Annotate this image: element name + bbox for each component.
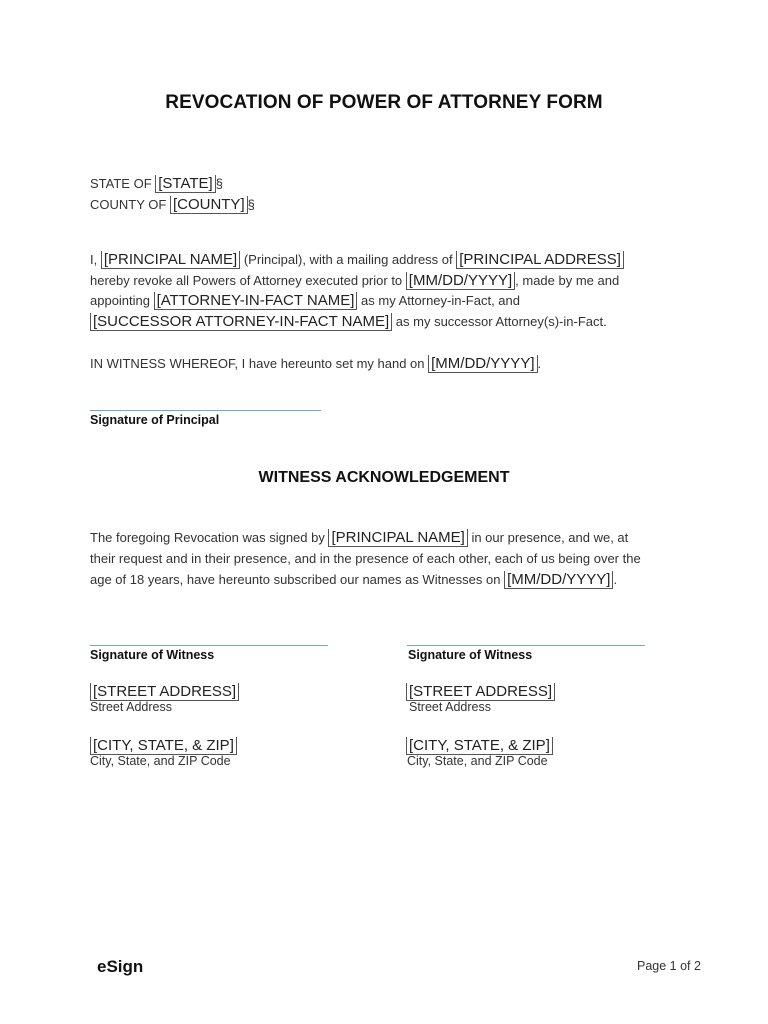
acknowledgement-line-1: The foregoing Revocation was signed by [PRINCIPAL NAME] in our presence, and we, at — [90, 529, 629, 546]
witness-2-street-block — [406, 683, 555, 701]
witness-whereof-line: IN WITNESS WHEREOF, I have hereunto set my hand on [MM/DD/YYYY] . — [90, 355, 542, 372]
witness-2-signature-line[interactable] — [407, 645, 645, 646]
acknowledgement-line-2: their request and in their presence, and in the presence of each other, each of us being over the — [90, 551, 641, 566]
principal-address-field[interactable]: [PRINCIPAL ADDRESS] — [456, 251, 624, 269]
revocation-line-2: hereby revoke all Powers of Attorney executed prior to [MM/DD/YYYY] , made by me and — [90, 272, 620, 289]
witness-1-street-field[interactable]: [STREET ADDRESS] — [90, 683, 239, 701]
prior-date-field[interactable]: [MM/DD/YYYY] — [406, 272, 515, 290]
witness-2-street-label: Street Address — [409, 700, 491, 714]
attorney-in-fact-field[interactable]: [ATTORNEY-IN-FACT NAME] — [154, 292, 358, 310]
witness-1-city-label: City, State, and ZIP Code — [90, 754, 231, 768]
principal-name-field[interactable]: [PRINCIPAL NAME] — [101, 251, 240, 269]
witness-date-field[interactable]: [MM/DD/YYYY] — [504, 571, 613, 589]
acknowledgement-line-3: age of 18 years, have hereunto subscribed our names as Witnesses on [MM/DD/YYYY] . — [90, 571, 618, 588]
witness-2-signature-label: Signature of Witness — [408, 648, 533, 662]
signing-date-field[interactable]: [MM/DD/YYYY] — [428, 355, 537, 373]
witness-1-city-block — [90, 737, 237, 755]
county-line: COUNTY OF [COUNTY] § — [90, 196, 255, 213]
witness-2-city-label: City, State, and ZIP Code — [407, 754, 548, 768]
witness-1-signature-line[interactable] — [90, 645, 328, 646]
witness-2-city-block — [406, 737, 553, 755]
witness-2-city-field[interactable]: [CITY, STATE, & ZIP] — [406, 737, 553, 755]
successor-attorney-field[interactable]: [SUCCESSOR ATTORNEY-IN-FACT NAME] — [90, 313, 392, 331]
witness-acknowledgement-heading: WITNESS ACKNOWLEDGEMENT — [258, 469, 510, 486]
revocation-line-3: appointing [ATTORNEY-IN-FACT NAME] as my Attorney-in-Fact, and — [90, 292, 521, 309]
state-line: STATE OF [STATE] § — [90, 175, 223, 192]
page-number: Page 1 of 2 — [637, 959, 701, 973]
esign-logo: eSign — [97, 957, 144, 976]
state-field[interactable]: [STATE] — [155, 175, 215, 193]
witness-2-street-field[interactable]: [STREET ADDRESS] — [406, 683, 555, 701]
witness-1-city-field[interactable]: [CITY, STATE, & ZIP] — [90, 737, 237, 755]
principal-signature-line[interactable] — [90, 410, 321, 411]
revocation-line-1: I, [PRINCIPAL NAME] (Principal), with a mailing address of [PRINCIPAL ADDRESS] — [90, 252, 624, 268]
witness-1-street-block — [90, 683, 239, 701]
revocation-line-4: [SUCCESSOR ATTORNEY-IN-FACT NAME] as my successor Attorney(s)-in-Fact. — [90, 314, 607, 330]
witness-1-street-label: Street Address — [90, 700, 172, 714]
principal-signature-label: Signature of Principal — [90, 413, 220, 427]
county-field[interactable]: [COUNTY] — [170, 196, 248, 214]
witness-1-signature-label: Signature of Witness — [90, 648, 215, 662]
document-title: REVOCATION OF POWER OF ATTORNEY FORM — [165, 92, 603, 113]
ack-principal-name-field[interactable]: [PRINCIPAL NAME] — [328, 529, 467, 547]
